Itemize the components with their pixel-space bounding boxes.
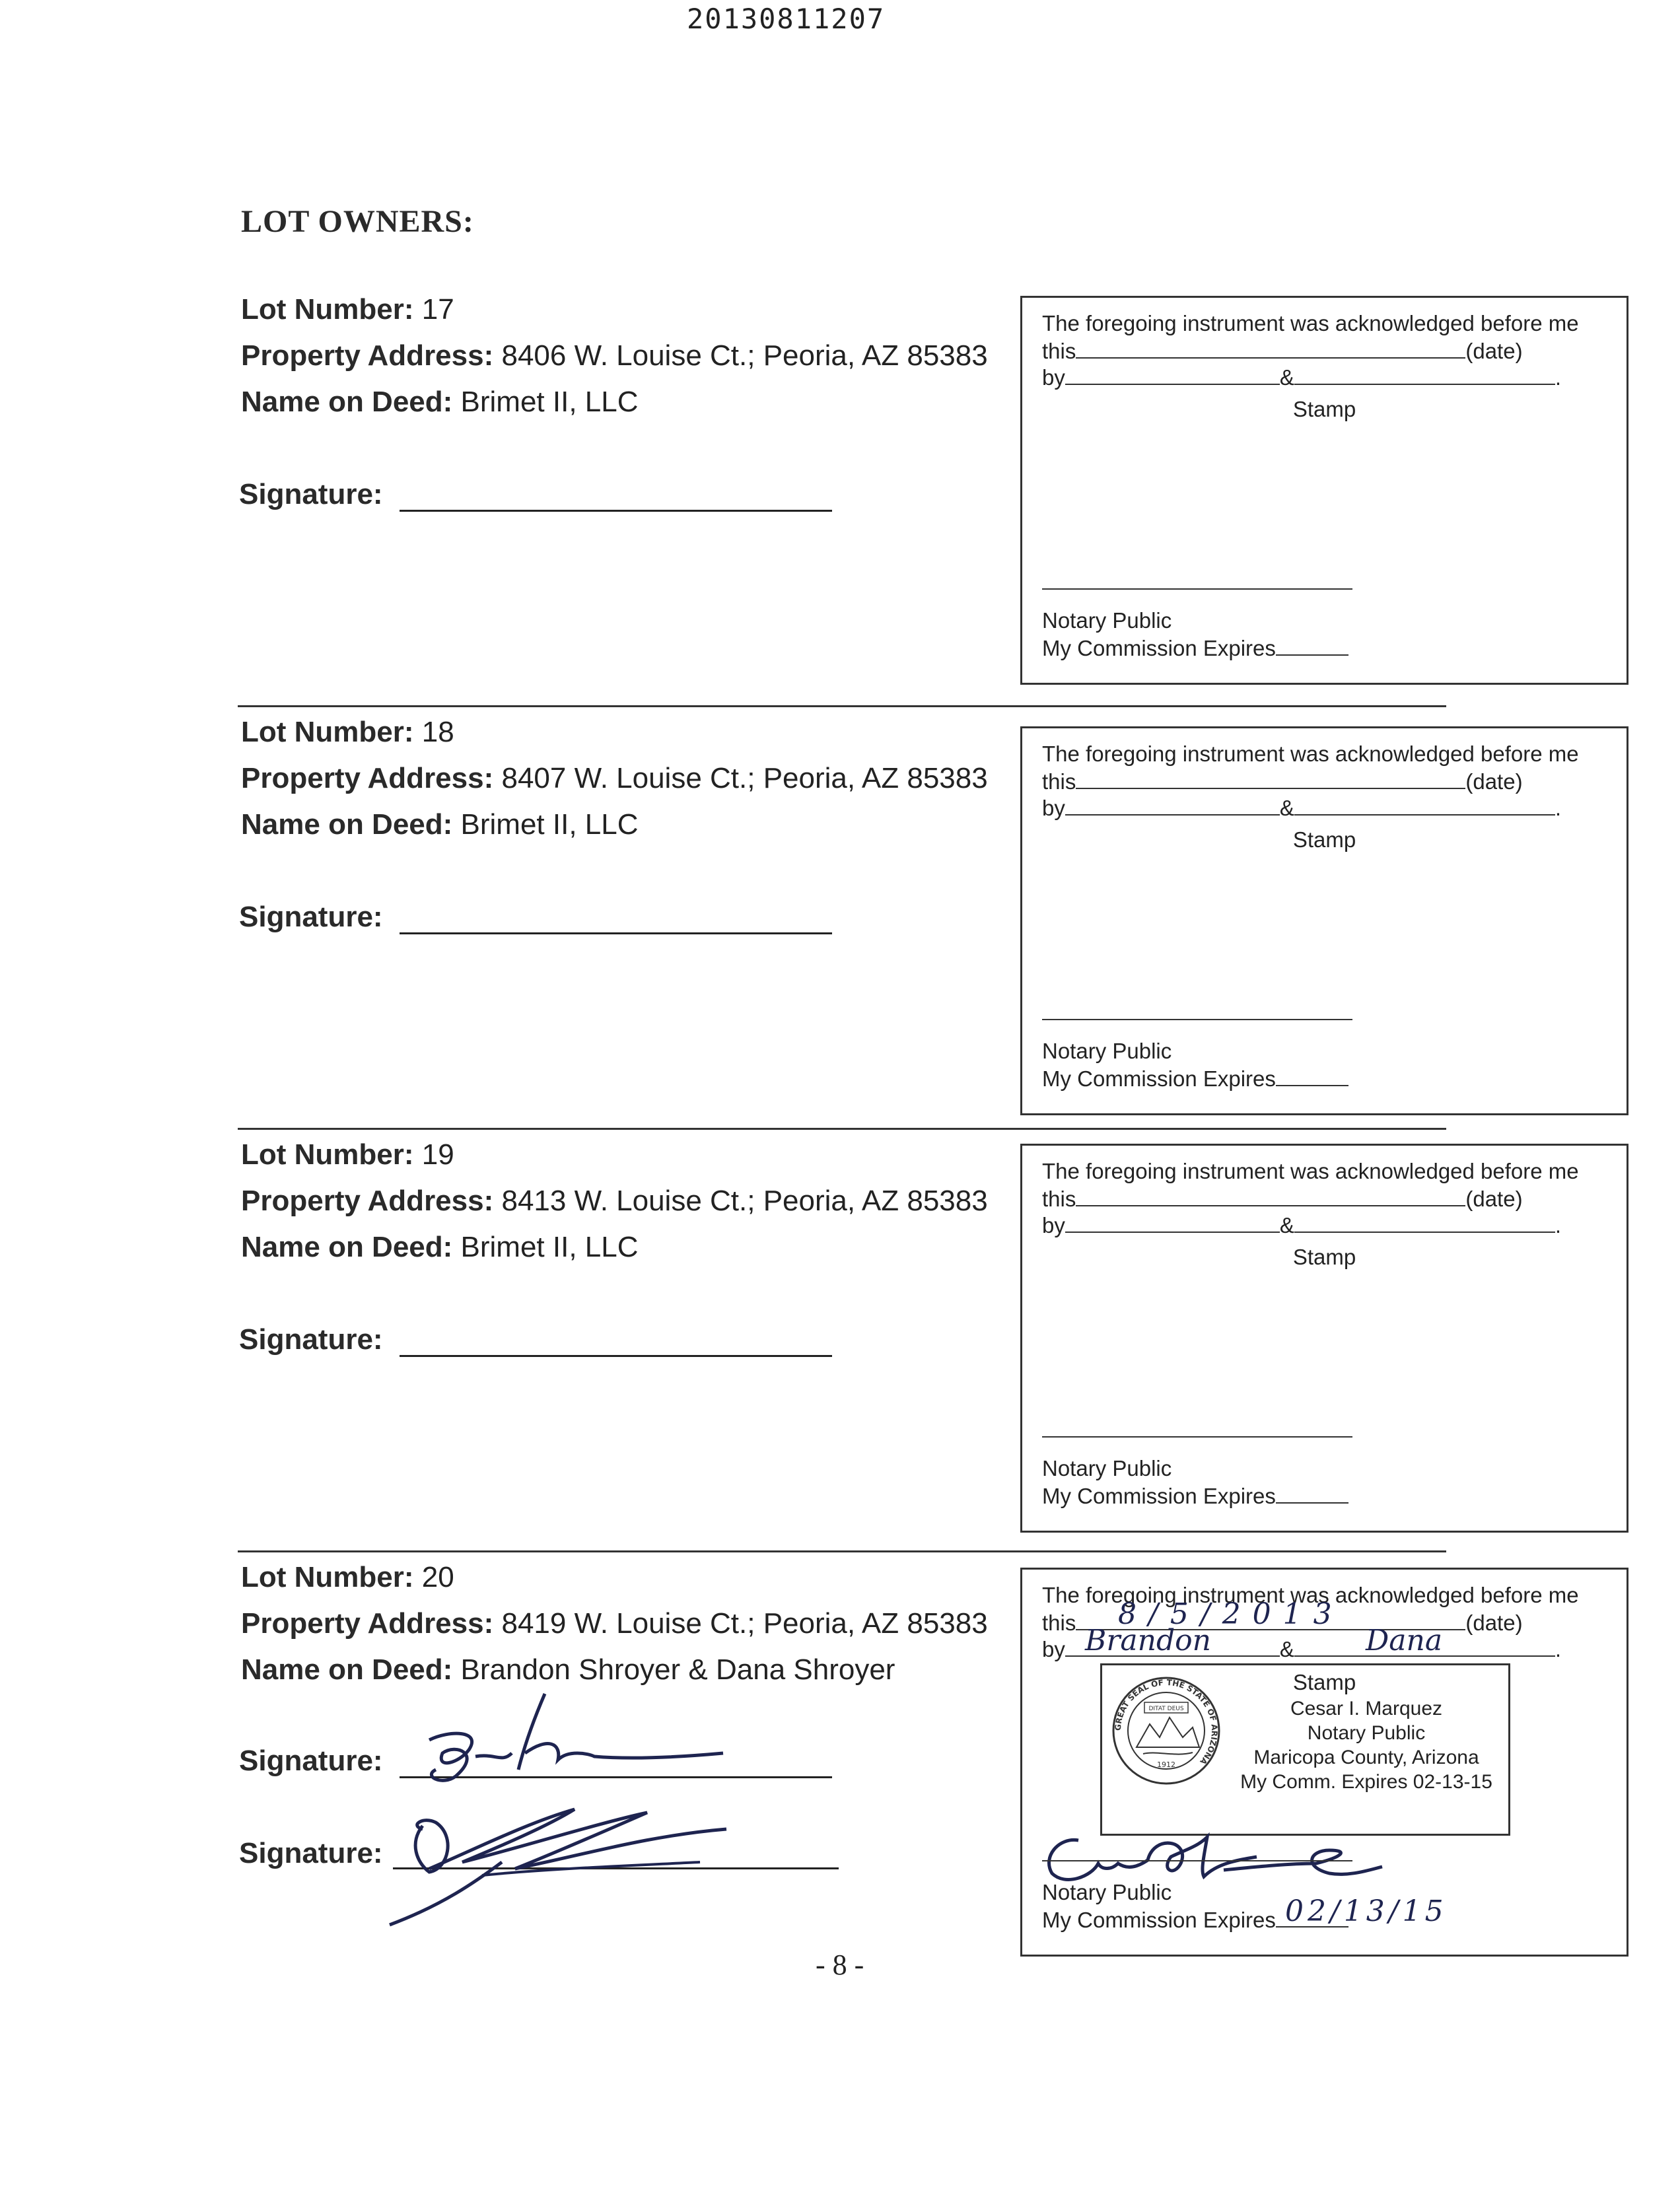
lot-number-label: Lot Number: (241, 1138, 414, 1171)
lot-number-row (241, 1138, 454, 1171)
this-label: this (1042, 339, 1076, 363)
notary-stamp-expires: My Comm. Expires 02-13-15 (1240, 1771, 1492, 1793)
property-address-label: Property Address: (241, 762, 494, 794)
signature-label: Signature: (239, 901, 383, 933)
notary-public-label: Notary Public (1042, 1880, 1172, 1904)
lot-number-value: 18 (421, 716, 454, 748)
handwritten-date: 8/5/2013 (1118, 1597, 1344, 1631)
lot-number-label: Lot Number: (241, 716, 414, 748)
commission-expires-label: My Commission Expires (1042, 636, 1276, 660)
date-blank[interactable] (1076, 337, 1465, 359)
date-blank[interactable] (1076, 768, 1465, 789)
property-address-label: Property Address: (241, 1185, 494, 1217)
acknowledgment-text: The foregoing instrument was acknowledged before me (1042, 1159, 1579, 1183)
deed-name-row (241, 1653, 895, 1686)
notary-public-label: Notary Public (1042, 1456, 1172, 1480)
deed-name-label: Name on Deed: (241, 808, 453, 841)
lot-entry-19 (0, 845, 1680, 1508)
handwritten-commission-expires: 02/13/15 (1285, 1894, 1448, 1928)
signature-label-1: Signature: (239, 1745, 383, 1777)
deed-name-label: Name on Deed: (241, 1653, 453, 1686)
ampersand: & (1279, 365, 1294, 390)
acknowledgment-text: The foregoing instrument was acknowledged before me (1042, 311, 1579, 335)
date-blank[interactable] (1076, 1185, 1465, 1206)
period: . (1555, 365, 1562, 390)
period: . (1555, 1637, 1562, 1661)
seal-banner-text: DITAT DEUS (1148, 1706, 1184, 1712)
lot-number-label: Lot Number: (241, 293, 414, 326)
commission-expires-label: My Commission Expires (1042, 1908, 1276, 1932)
signature-label: Signature: (239, 1323, 383, 1356)
property-address-row (241, 1607, 988, 1640)
signature-label-2: Signature: (239, 1837, 383, 1869)
date-label: (date) (1465, 1187, 1523, 1211)
by-line (1042, 1212, 1561, 1238)
by-blank-1[interactable] (1065, 364, 1280, 385)
by-label: by (1042, 365, 1065, 390)
acknowledgment-text: The foregoing instrument was acknowledged before me (1042, 742, 1579, 766)
stamp-label: Stamp (1292, 1245, 1356, 1269)
deed-name-row (241, 1231, 639, 1264)
handwritten-signature-dana (383, 1796, 726, 1928)
date-line (1042, 337, 1523, 364)
property-address-row (241, 339, 988, 372)
deed-name-label: Name on Deed: (241, 1231, 453, 1263)
ampersand: & (1279, 1637, 1294, 1661)
lot-entry-17 (0, 0, 1680, 660)
deed-name-row (241, 808, 639, 841)
period: . (1555, 1213, 1562, 1237)
period: . (1555, 796, 1562, 820)
date-label: (date) (1465, 769, 1523, 794)
recording-number: 20130811207 (687, 3, 886, 35)
notary-title: Notary Public (1307, 1722, 1426, 1744)
property-address-value: 8413 W. Louise Ct.; Peoria, AZ 85383 (501, 1185, 988, 1217)
by-blank-1[interactable] (1065, 1212, 1280, 1233)
handwritten-by-name-2: Dana (1366, 1624, 1443, 1657)
property-address-row (241, 1185, 988, 1218)
notary-county: Maricopa County, Arizona (1253, 1747, 1479, 1768)
by-blank-2[interactable] (1294, 364, 1555, 385)
deed-name-value: Brandon Shroyer & Dana Shroyer (460, 1653, 895, 1686)
property-address-value: 8406 W. Louise Ct.; Peoria, AZ 85383 (501, 339, 988, 372)
lot-number-value: 17 (421, 293, 454, 326)
this-label: this (1042, 1187, 1076, 1211)
lot-number-value: 19 (421, 1138, 454, 1171)
notary-public-label: Notary Public (1042, 608, 1172, 633)
by-blank-2[interactable] (1294, 1212, 1555, 1233)
by-label: by (1042, 796, 1065, 820)
deed-name-value: Brimet II, LLC (460, 808, 639, 841)
lot-number-label: Lot Number: (241, 1561, 414, 1593)
handwritten-signature-brandon (396, 1690, 726, 1796)
ampersand: & (1279, 1213, 1294, 1237)
deed-name-value: Brimet II, LLC (460, 1231, 639, 1263)
lot-number-row (241, 716, 454, 749)
deed-name-label: Name on Deed: (241, 386, 453, 418)
property-address-value: 8407 W. Louise Ct.; Peoria, AZ 85383 (501, 762, 988, 794)
signature-label: Signature: (239, 478, 383, 510)
property-address-label: Property Address: (241, 339, 494, 372)
deed-name-value: Brimet II, LLC (460, 386, 639, 418)
by-line (1042, 364, 1561, 390)
stamp-label: Stamp (1292, 1670, 1356, 1694)
lot-entry-20 (0, 1268, 1680, 1932)
by-blank-2[interactable] (1294, 794, 1555, 816)
page-number: - 8 - (816, 1949, 864, 1981)
date-line (1042, 768, 1523, 794)
notary-name: Cesar I. Marquez (1290, 1698, 1443, 1719)
seal-ring-text: GREAT SEAL OF THE STATE OF ARIZONA (1113, 1677, 1220, 1766)
date-line (1042, 1185, 1523, 1212)
section-title: LOT OWNERS: (241, 204, 474, 239)
notary-acknowledgment-box (1020, 1568, 1628, 1957)
property-address-row (241, 762, 988, 795)
lot-number-value: 20 (421, 1561, 454, 1593)
property-address-label: Property Address: (241, 1607, 494, 1640)
commission-expires-label: My Commission Expires (1042, 1484, 1276, 1508)
this-label: this (1042, 769, 1076, 794)
acknowledgment-text: The foregoing instrument was acknowledged before me (1042, 1583, 1579, 1607)
stamp-label: Stamp (1292, 397, 1356, 421)
notary-public-label: Notary Public (1042, 1039, 1172, 1063)
ampersand: & (1279, 796, 1294, 820)
deed-name-row (241, 386, 639, 419)
lot-number-row (241, 1561, 454, 1594)
notary-signature-line[interactable] (1042, 1860, 1352, 1861)
this-label: this (1042, 1611, 1076, 1635)
lot-entry-18 (0, 423, 1680, 1091)
by-label: by (1042, 1213, 1065, 1237)
handwritten-by-name-1: Brandon (1085, 1624, 1211, 1657)
seal-year: 1912 (1157, 1760, 1175, 1769)
by-label: by (1042, 1637, 1065, 1661)
commission-expires-label: My Commission Expires (1042, 1066, 1276, 1091)
by-line (1042, 794, 1561, 821)
lot-number-row (241, 293, 454, 326)
stamp-label: Stamp (1292, 827, 1356, 852)
date-label: (date) (1465, 339, 1523, 363)
date-label: (date) (1465, 1611, 1523, 1635)
by-blank-1[interactable] (1065, 794, 1280, 816)
property-address-value: 8419 W. Louise Ct.; Peoria, AZ 85383 (501, 1607, 988, 1640)
